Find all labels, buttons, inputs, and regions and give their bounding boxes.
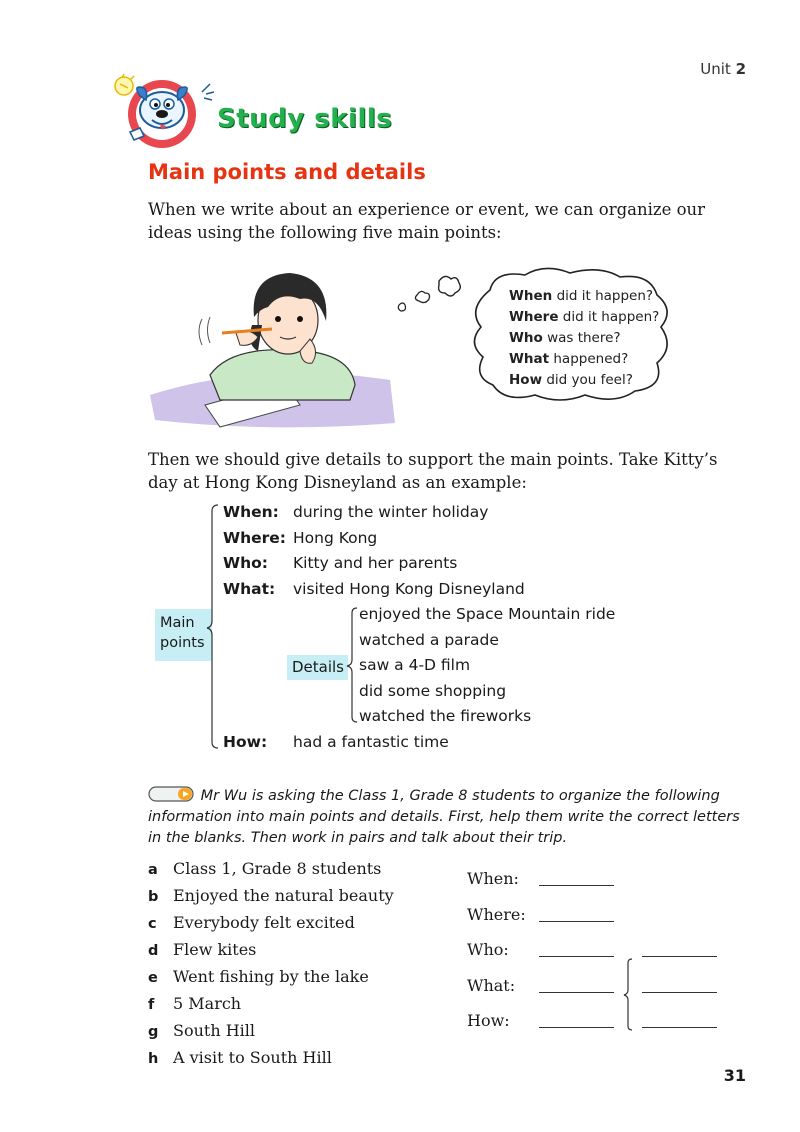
when-blank[interactable] — [539, 884, 614, 886]
girl-thinking-illustration — [150, 255, 400, 430]
example-who-row: Who: Kitty and her parents — [223, 554, 458, 572]
detail-item: enjoyed the Space Mountain ride — [359, 605, 616, 623]
where-blank[interactable] — [539, 920, 614, 922]
example-how-row: How: had a fantastic time — [223, 733, 449, 751]
example-intro-paragraph: Then we should give details to support the main points. Take Kitty’s day at Hong Kong Disneyland as an example: — [148, 450, 718, 492]
main-points-label: Main points — [155, 609, 212, 661]
list-item: e Went fishing by the lake — [148, 967, 369, 986]
task-instructions — [148, 785, 748, 849]
unit-word: Unit — [700, 60, 731, 78]
unit-label — [700, 60, 746, 78]
question-list — [509, 288, 659, 393]
form-when-row: When: — [467, 869, 717, 905]
form-what-row: What: — [467, 976, 717, 1012]
banner-title: Study skills — [217, 104, 393, 134]
list-item: b Enjoyed the natural beauty — [148, 886, 394, 905]
list-item: f 5 March — [148, 994, 242, 1013]
detail-item: watched a parade — [359, 630, 499, 649]
example-where-row: Where: Hong Kong — [223, 528, 378, 547]
main-points-brace-icon — [206, 503, 220, 750]
question-item: How did you feel? — [509, 372, 633, 388]
who-blank-1[interactable] — [539, 955, 614, 957]
details-brace-icon — [345, 606, 359, 724]
list-item: d Flew kites — [148, 940, 257, 959]
page-number: 31 — [723, 1066, 746, 1085]
what-blank-1[interactable] — [539, 991, 614, 993]
example-rows — [223, 503, 525, 605]
answer-form — [467, 869, 717, 1047]
question-item: Where did it happen? — [509, 309, 660, 325]
unit-number: 2 — [735, 60, 746, 78]
details-label: Details — [287, 655, 348, 680]
detail-item: watched the fireworks — [359, 707, 532, 725]
task-text: Mr Wu is asking the Class 1, Grade 8 students to organize the following information into main points and details. First, help them write the correct letters in the blanks. Then work in pairs and talk about their trip. — [148, 788, 740, 846]
dog-mascot-icon — [110, 70, 220, 150]
what-blank-2[interactable] — [642, 991, 717, 993]
who-blank-2[interactable] — [642, 955, 717, 957]
details-list — [359, 605, 615, 733]
intro-paragraph: When we write about an experience or event, we can organize our ideas using the following five main points: — [148, 200, 706, 242]
how-blank-2[interactable] — [642, 1026, 717, 1028]
detail-item: did some shopping — [359, 681, 507, 700]
question-item: Who was there? — [509, 330, 621, 346]
how-blank-1[interactable] — [539, 1026, 614, 1028]
form-how-row: How: — [467, 1011, 717, 1047]
list-item: a Class 1, Grade 8 students — [148, 859, 382, 878]
question-item: What happened? — [509, 351, 629, 367]
section-title: Main points and details — [148, 160, 426, 184]
example-when-row: When: during the winter holiday — [223, 503, 489, 521]
cassette-play-icon — [148, 785, 196, 803]
form-where-row: Where: — [467, 905, 717, 941]
form-who-row: Who: — [467, 940, 717, 976]
question-item: When did it happen? — [509, 288, 654, 304]
form-brace-icon — [622, 957, 634, 1032]
list-item: c Everybody felt excited — [148, 913, 355, 932]
list-item: h A visit to South Hill — [148, 1048, 332, 1067]
items-list — [148, 859, 394, 1075]
list-item: g South Hill — [148, 1021, 256, 1040]
example-what-row: What: visited Hong Kong Disneyland — [223, 579, 525, 598]
detail-item: saw a 4-D film — [359, 656, 471, 674]
